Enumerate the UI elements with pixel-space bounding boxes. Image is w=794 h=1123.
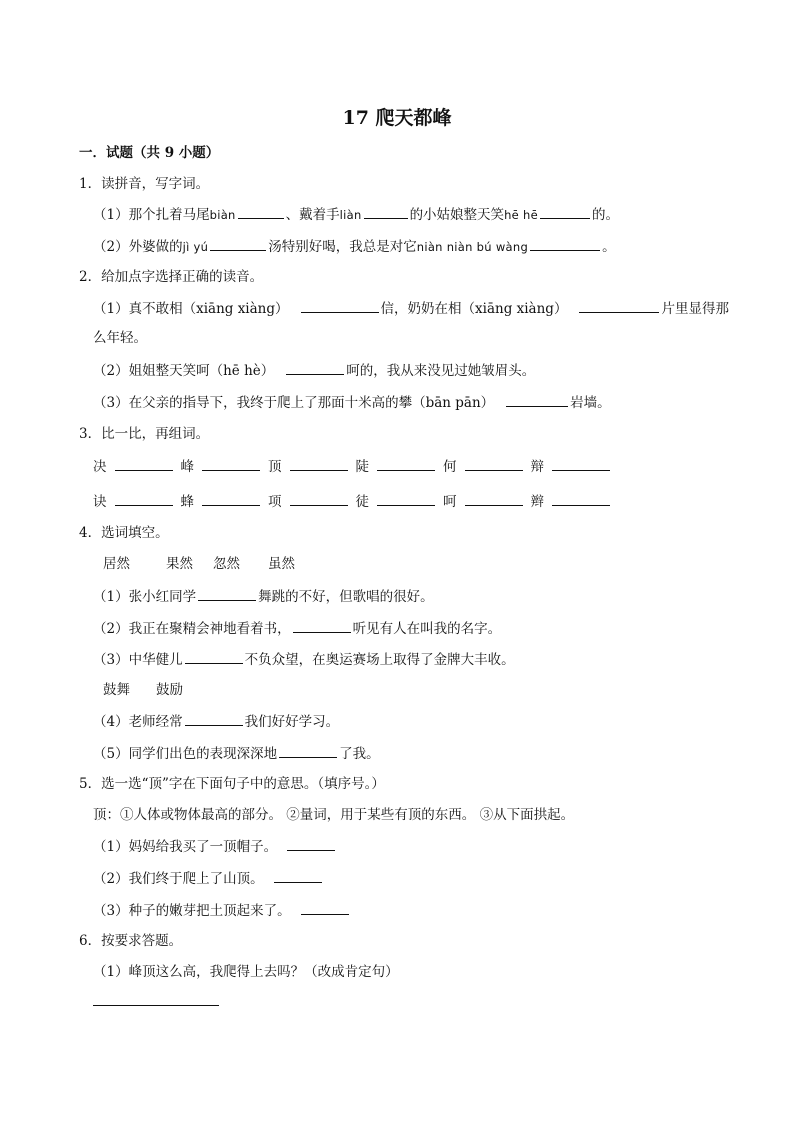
q1-p1-blank-1[interactable] [238,204,284,219]
q2-p2-blank[interactable] [286,360,344,375]
q3-char: 顶 [268,459,282,475]
q5-definitions: 顶：①人体或物体最高的部分。 ②量词，用于某些有顶的东西。 ③从下面拱起。 [93,807,575,823]
q4-p3-text-b: 不负众望，在奥运赛场上取得了金牌大丰收。 [244,652,515,668]
q2-part1-cont: 么年轻。 [93,330,147,346]
q3-blank[interactable] [202,456,260,471]
q5-p2-text: （2）我们终于爬上了山顶。 [93,871,264,887]
q4-word: 果然 [166,556,193,572]
q1-p1-pinyin-2: liàn [339,208,362,222]
q3-blank[interactable] [290,491,348,506]
q4-word: 鼓励 [156,682,183,698]
q4-p5-blank[interactable] [279,743,337,758]
q4-p4-text-b: 我们好好学习。 [244,714,340,730]
q4-p2-text-a: （2）我正在聚精会神地看着书， [93,621,291,637]
q5-part2 [93,868,324,889]
q2-p3-text-b: 岩墙。 [570,395,611,411]
q4-p3-blank[interactable] [185,649,243,664]
q3-char: 呵 [443,494,457,510]
q3-char: 诀 [93,494,107,510]
q1-p1-blank-2[interactable] [364,204,408,219]
q4-p4-text-a: （4）老师经常 [93,714,183,730]
q4-word: 忽然 [213,556,240,572]
q1-p2-text-a: （2）外婆做的 [93,239,183,255]
q1-p1-text-b: 、戴着手 [285,207,340,223]
q4-word: 鼓舞 [103,682,130,698]
q3-blank[interactable] [552,456,610,471]
q5-p3-text: （3）种子的嫩芽把土顶起来了。 [93,903,291,919]
q3-blank[interactable] [202,491,260,506]
q1-p1-blank-3[interactable] [540,204,590,219]
q2-stem: 2．给加点字选择正确的读音。 [79,269,264,285]
q3-blank[interactable] [290,456,348,471]
q2-p2-text-b: 呵的，我从来没见过她皱眉头。 [346,363,536,379]
q2-p1-blank-1[interactable] [301,298,379,313]
q3-char: 辩 [530,459,544,475]
q3-blank[interactable] [377,456,435,471]
q5-p1-blank[interactable] [287,836,335,851]
q1-p2-pinyin-1: jì yú [182,240,209,254]
q6-part1: （1）峰顶这么高，我爬得上去吗？（改成肯定句） [93,964,399,980]
q3-char: 辫 [530,494,544,510]
q3-char: 陡 [355,459,369,475]
q4-word-bank-2 [103,680,183,700]
q4-part3 [93,649,515,670]
q1-p1-text-c: 的小姑娘整天笑 [409,207,505,223]
q1-p2-text-c: 。 [602,239,616,255]
q1-p2-blank-1[interactable] [210,236,266,251]
q1-p1-pinyin-1: biàn [209,208,236,222]
q4-stem: 4．选词填空。 [79,525,169,541]
section-heading: 一．试题（共 9 小题） [79,145,220,161]
q4-p1-text-b: 舞跳的不好，但歌唱的很好。 [258,589,434,605]
q1-p2-pinyin-2: niàn niàn bú wàng [416,240,529,254]
q4-p2-text-b: 听见有人在叫我的名字。 [352,621,502,637]
q6-stem: 6．按要求答题。 [79,933,183,949]
q3-blank[interactable] [465,491,523,506]
q5-p1-text: （1）妈妈给我买了一顶帽子。 [93,839,278,855]
q1-stem: 1．读拼音，写字词。 [79,176,210,192]
q2-p3-text-a: （3）在父亲的指导下，我终于爬上了那面十米高的攀（bān pān） [93,395,495,411]
q5-p2-blank[interactable] [274,868,322,883]
q3-char: 项 [268,494,282,510]
q1-p2-blank-2[interactable] [530,236,600,251]
q2-part1 [93,298,729,319]
q3-blank[interactable] [115,491,173,506]
q1-part2 [93,236,616,257]
q1-p2-text-b: 汤特别好喝，我总是对它 [268,239,417,255]
q4-p1-blank[interactable] [198,586,256,601]
q4-p5-text-a: （5）同学们出色的表现深深地 [93,746,278,762]
q5-part1 [93,836,337,857]
q4-part5 [93,743,380,764]
q3-row-2 [93,491,618,512]
page-title: 17 爬天都峰 [342,107,452,129]
q3-blank[interactable] [377,491,435,506]
q3-blank[interactable] [552,491,610,506]
q1-part1 [93,204,619,225]
q3-blank[interactable] [465,456,523,471]
q1-p1-text-d: 的。 [591,207,619,223]
q4-word-bank-1 [103,554,295,574]
q3-row-1 [93,456,618,477]
q2-part2 [93,360,535,381]
q4-part1 [93,586,434,607]
q3-char: 蜂 [180,494,194,510]
q4-part2 [93,618,501,639]
q4-word: 虽然 [268,556,295,572]
q4-p4-blank[interactable] [185,711,243,726]
q5-part3 [93,900,351,921]
q3-char: 徒 [355,494,369,510]
q4-p2-blank[interactable] [293,618,351,633]
q4-p1-text-a: （1）张小红同学 [93,589,197,605]
q4-part4 [93,711,339,732]
q3-stem: 3．比一比，再组词。 [79,426,210,442]
q2-p1-blank-2[interactable] [579,298,659,313]
q5-stem: 5．选一选“顶”字在下面句子中的意思。（填序号。） [79,776,385,792]
q2-part3 [93,392,611,413]
q4-p3-text-a: （3）中华健儿 [93,652,183,668]
q3-blank[interactable] [115,456,173,471]
q2-p1-text-a: （1）真不敢相（xiāng xiàng） [93,301,289,317]
q2-p1-text-b: 信，奶奶在相（xiāng xiàng） [380,301,568,317]
q1-p1-text-a: （1）那个扎着马尾 [93,207,210,223]
q3-char: 决 [93,459,107,475]
q3-char: 峰 [180,459,194,475]
q3-char: 何 [443,459,457,475]
q2-p3-blank[interactable] [506,392,568,407]
q6-answer-line[interactable] [93,1005,219,1006]
q4-word: 居然 [103,556,130,572]
q4-p5-text-b: 了我。 [339,746,380,762]
q1-p1-pinyin-3: hē hē [504,208,538,222]
q2-p1-text-c: 片里显得那 [661,301,729,317]
q2-p2-text-a: （2）姐姐整天笑呵（hē hè） [93,363,275,379]
q5-p3-blank[interactable] [301,900,349,915]
